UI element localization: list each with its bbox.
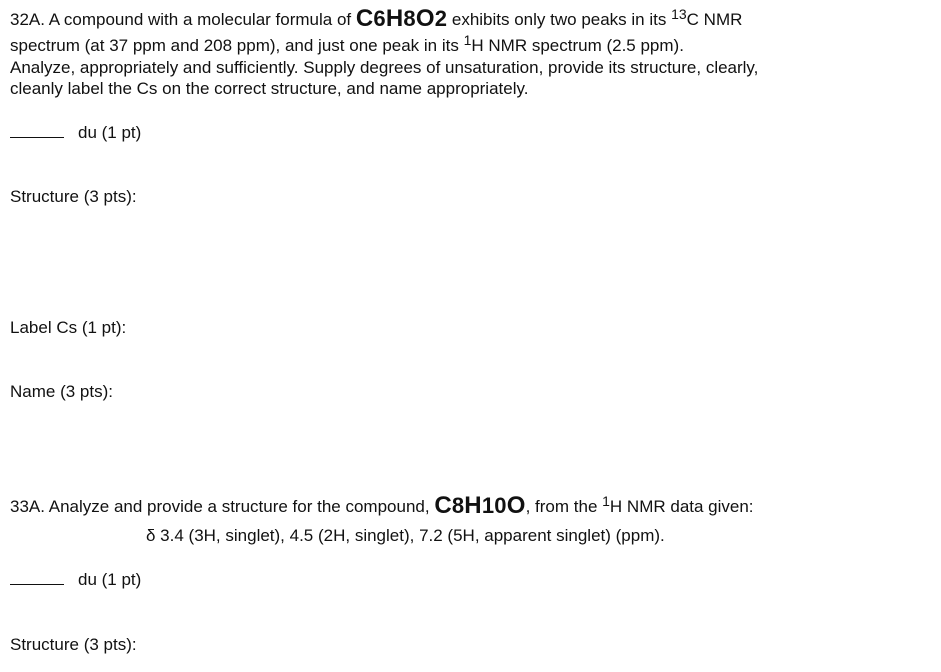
q32-prefix: 32A. A compound with a molecular formula of [10, 10, 356, 29]
q32-name-label: Name (3 pts): [10, 382, 113, 401]
q32-post: C NMR [686, 10, 743, 29]
q32-structure-label: Structure (3 pts): [10, 187, 137, 206]
q32-line-3: Analyze, appropriately and sufficiently. Supply degrees of unsaturation, provide its structure, clearly, [10, 58, 759, 77]
q32-du-label: du (1 pt) [78, 123, 142, 142]
q33-nmr-data: δ 3.4 (3H, singlet), 4.5 (2H, singlet), 7.2 (5H, apparent singlet) (ppm). [146, 526, 665, 545]
q32-mid: exhibits only two peaks in its [447, 10, 672, 29]
q32-line-4: cleanly label the Cs on the correct structure, and name appropriately. [10, 79, 529, 98]
q33-isotope: 1 [602, 493, 610, 509]
q33-structure-label: Structure (3 pts): [10, 635, 137, 654]
q33-du-row [10, 569, 141, 590]
q33-du-answer-blank[interactable] [10, 570, 64, 585]
q32-du-row [10, 122, 141, 143]
q32-isotope: 13 [671, 6, 687, 22]
q33-du-label: du (1 pt) [78, 570, 142, 589]
q32-h-isotope: 1 [463, 32, 472, 48]
q32-line-2: spectrum (at 37 ppm and 208 ppm), and just one peak in its $^1$H NMR spectrum (2.5 ppm). [10, 32, 684, 55]
q33-formula: C8H10O [434, 492, 526, 519]
q32-label-cs: Label Cs (1 pt): [10, 318, 127, 337]
q32-formula: C6H8O2 [355, 5, 448, 32]
q33-line-1: 33A. Analyze and provide a structure for the compound, C8H10O, from the $^1$H NMR data given: [10, 492, 754, 519]
q32-du-answer-blank[interactable] [10, 123, 64, 138]
q32-line-1 [10, 5, 743, 32]
